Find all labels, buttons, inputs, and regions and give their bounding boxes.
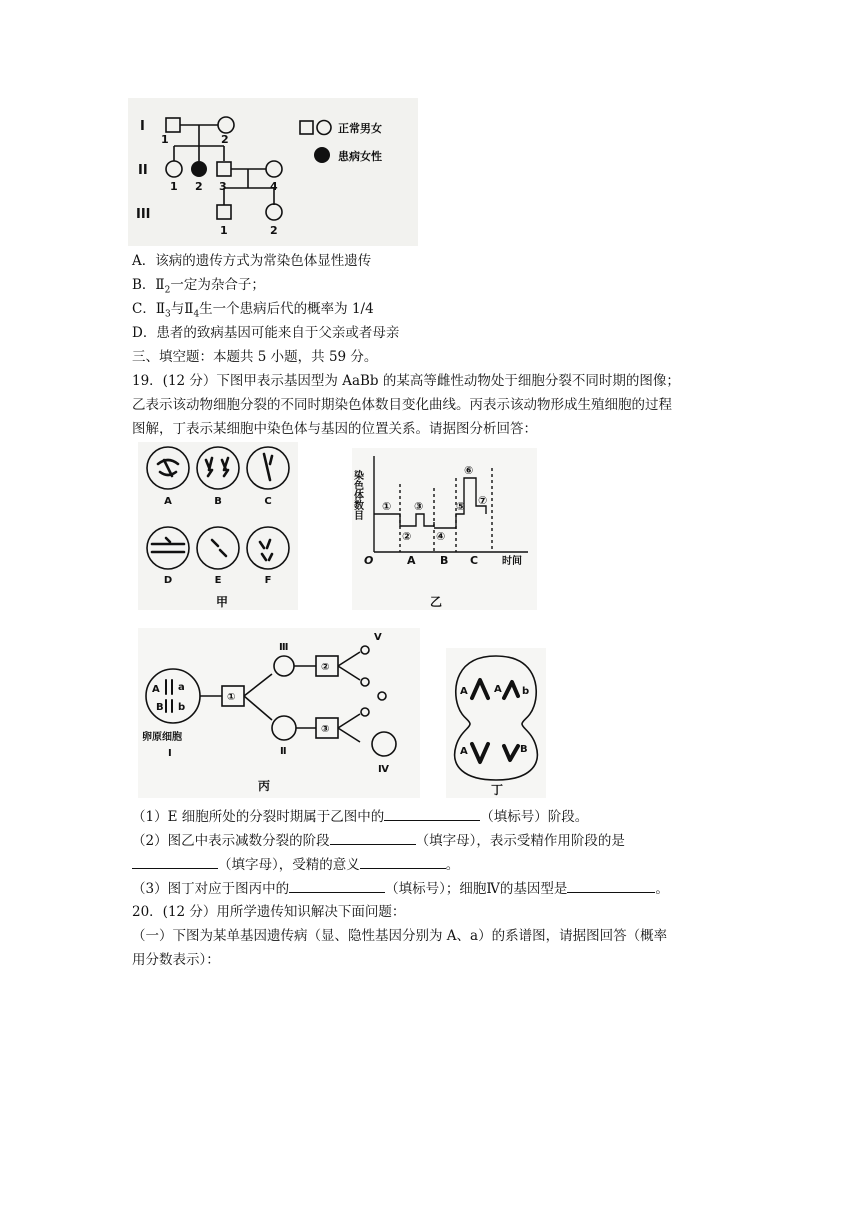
label-v: Ⅴ <box>374 632 382 643</box>
pedigree-male-I1 <box>166 118 180 132</box>
circled-2: ② <box>402 530 412 543</box>
q20-line2: （一）下图为某单基因遗传病（显、隐性基因分别为 A、a）的系谱图，请据图回答（概率 <box>132 928 668 944</box>
cell-e <box>197 527 239 569</box>
option-d: D．患者的致病基因可能来自于父亲或者母亲 <box>132 325 400 341</box>
ding-gene-3: b <box>522 686 530 697</box>
x-label: 时间 <box>502 556 522 567</box>
q19-sub1: （1）E 细胞所处的分裂时期属于乙图中的 （填标号）阶段。 <box>132 806 588 827</box>
circled-4: ④ <box>436 530 446 543</box>
stage-b: B <box>440 554 449 567</box>
answer-blank-4[interactable] <box>360 854 446 869</box>
legend-affected-symbol <box>314 147 330 163</box>
ding-gene-5: B <box>520 744 528 755</box>
answer-blank-1[interactable] <box>384 806 480 821</box>
pedigree-svg <box>128 98 418 246</box>
label-ii: Ⅱ <box>280 746 287 757</box>
gene-big-a: A <box>152 684 160 695</box>
cell-b <box>197 447 239 489</box>
figure-ding-caption: 丁 <box>491 783 504 797</box>
option-c: C．$Ⅱ_3$与$Ⅱ_4$生一个患病后代的概率为 1/4 <box>132 301 374 320</box>
chromosome-2 <box>504 682 518 698</box>
answer-blank-6[interactable] <box>567 878 655 893</box>
origin-label: O <box>364 554 374 567</box>
q19-line2: 乙表示该动物细胞分裂的不同时期染色体数目变化曲线。丙表示该动物形成生殖细胞的过程 <box>132 397 672 413</box>
num-I1: 1 <box>161 133 169 146</box>
pedigree-affected-II2 <box>191 161 207 177</box>
pedigree-male-II3 <box>217 162 231 176</box>
cell-ii <box>272 716 296 740</box>
figure-yi-caption: 乙 <box>430 595 443 609</box>
gene-small-b: b <box>178 702 186 713</box>
q19-sub3: （3）图丁对应于图丙中的 （填标号）；细胞Ⅳ的基因型是 。 <box>132 878 669 899</box>
step-3-label: ③ <box>321 724 330 735</box>
num-II4: 4 <box>270 180 278 193</box>
cell-d <box>147 527 189 569</box>
cell-iii <box>274 656 294 676</box>
num-II3: 3 <box>219 180 227 193</box>
chromosome-3 <box>472 744 488 762</box>
num-II1: 1 <box>170 180 178 193</box>
q19-line3: 图解，丁表示某细胞中染色体与基因的位置关系。请据图分析回答： <box>132 421 537 437</box>
num-II2: 2 <box>195 180 203 193</box>
stage-a: A <box>407 554 416 567</box>
legend-normal-label: 正常男女 <box>338 122 382 135</box>
cell-iv <box>372 732 396 756</box>
figure-yi-svg <box>352 448 537 610</box>
q20-line1: 20．(12 分）用所学遗传知识解决下面问题： <box>132 904 406 920</box>
gene-small-a: a <box>178 682 185 693</box>
pedigree-female-II1 <box>166 161 182 177</box>
step-2-label: ② <box>321 662 330 673</box>
option-b: B．$Ⅱ_2$一定为杂合子； <box>132 277 265 296</box>
chromosome-4 <box>504 746 518 760</box>
pedigree-female-III2 <box>266 204 282 220</box>
circled-6: ⑥ <box>464 464 474 477</box>
legend-male-symbol <box>300 121 313 134</box>
num-I2: 2 <box>221 133 229 146</box>
cell-c-label: C <box>264 496 272 507</box>
num-III2: 2 <box>270 224 278 237</box>
figure-bing-svg <box>138 628 420 798</box>
cell-a-label: A <box>164 496 172 507</box>
q19-line1: 19．(12 分）下图甲表示基因型为 AaBb 的某高等雌性动物处于细胞分裂不同时期的图像； <box>132 373 680 389</box>
circled-1: ① <box>382 500 392 513</box>
polar-body-v <box>361 646 369 654</box>
answer-blank-5[interactable] <box>289 878 385 893</box>
oogonium-label: 卵原细胞 <box>142 732 182 743</box>
q19-sub2-line1: （2）图乙中表示减数分裂的阶段 （填字母），表示受精作用阶段的是 <box>132 830 625 851</box>
ding-gene-2: A <box>494 684 502 695</box>
figure-jia <box>138 442 298 610</box>
oogonium-num: Ⅰ <box>168 748 172 759</box>
circled-3: ③ <box>414 500 424 513</box>
cell-e-label: E <box>214 575 222 586</box>
q20-line3: 用分数表示）： <box>132 952 220 968</box>
polar-body-2 <box>378 692 386 700</box>
cell-d-label: D <box>163 575 173 586</box>
figure-bing-caption: 丙 <box>258 779 271 793</box>
gen-label-I: I <box>140 119 145 134</box>
polar-body-3 <box>361 708 369 716</box>
figure-jia-svg <box>138 442 298 610</box>
polar-body-1 <box>361 678 369 686</box>
y-label: 染色体数目 <box>352 470 363 520</box>
gen-label-III: III <box>136 207 151 222</box>
figure-jia-caption: 甲 <box>215 595 229 609</box>
stage-c: C <box>470 554 479 567</box>
section-heading: 三、填空题：本题共 5 小题，共 59 分。 <box>132 349 378 365</box>
option-a: A．该病的遗传方式为常染色体显性遗传 <box>132 253 372 269</box>
figure-yi <box>352 448 537 610</box>
figure-ding-svg <box>446 648 546 798</box>
cell-f-label: F <box>264 575 272 586</box>
chromosome-1 <box>472 680 488 698</box>
figure-ding <box>446 648 546 798</box>
gene-big-b: B <box>156 702 164 713</box>
circled-7: ⑦ <box>478 494 488 507</box>
legend-female-symbol <box>317 121 331 135</box>
gen-label-II: II <box>138 163 148 178</box>
pedigree-female-II4 <box>266 161 282 177</box>
label-iv: Ⅳ <box>378 764 389 775</box>
step-1-label: ① <box>227 692 236 703</box>
ding-gene-4: A <box>460 746 468 757</box>
answer-blank-2[interactable] <box>330 830 416 845</box>
figure-bing <box>138 628 420 798</box>
num-III1: 1 <box>220 224 228 237</box>
legend-affected-label: 患病女性 <box>338 150 382 163</box>
pedigree-figure <box>128 98 418 246</box>
q19-sub2-line2: （填字母），受精的意义 。 <box>132 854 459 875</box>
pedigree-male-III1 <box>217 205 231 219</box>
dividing-cell-outline <box>455 656 538 780</box>
ding-gene-1: A <box>460 686 468 697</box>
circled-5: ⑤ <box>456 500 466 513</box>
pedigree-female-I2 <box>218 117 234 133</box>
answer-blank-3[interactable] <box>132 854 218 869</box>
cell-b-label: B <box>214 496 222 507</box>
label-iii: Ⅲ <box>279 642 289 653</box>
oogonium-cell <box>146 669 200 723</box>
